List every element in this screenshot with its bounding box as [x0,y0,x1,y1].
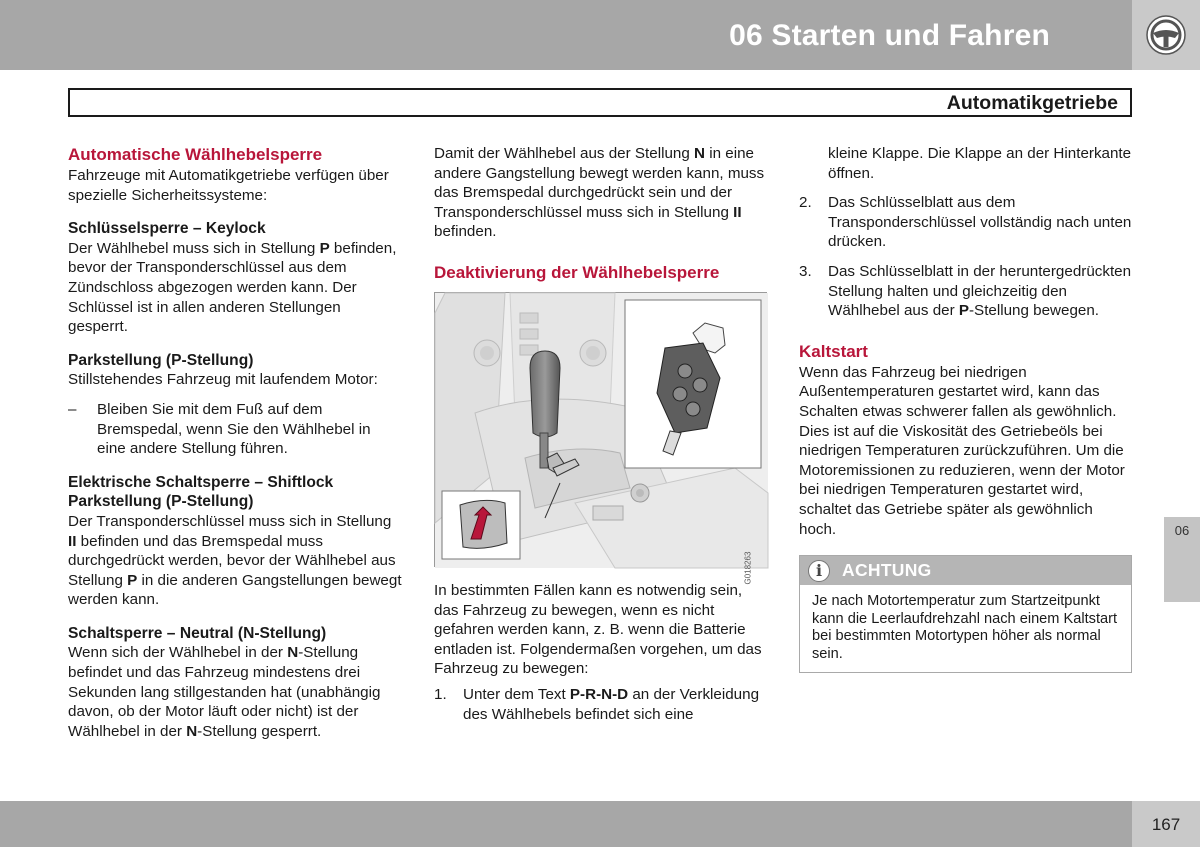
warning-text: Je nach Motortemperatur zum Startzeitpunkt kann die Leerlaufdrehzahl nach einem Kaltstart bei bestimmten Motortypen höher als normal sein. [812,593,1118,662]
neutral-release-text: Damit der Wählhebel aus der Stellung N in eine andere Gangstellung bewegt werden kann, muss das Bremspedal durchgedrückt sein und der Transponderschlüssel muss sich in Stellung II befinden. [434,145,765,241]
keylock-text: Der Wählhebel muss sich in Stellung P befinden, bevor der Transponderschlüssel aus dem Zündschloss abgezogen werden kann. Der Schlüssel ist in allen anderen Stellungen gesperrt. [68,239,397,336]
info-icon: i [808,560,830,582]
header-bar [0,0,1132,70]
shiftlock-text: Der Transponderschlüssel muss sich in Stellung II befinden und das Bremspedal muss durchgedrückt werden, bevor der Wählhebel aus Stellung P in die anderen Gangstellungen bewegt werden kann. [68,512,402,609]
column-1 [68,144,403,741]
page-number-box [1132,801,1200,847]
park-bullet: – Bleiben Sie mit dem Fuß auf dem Bremspedal, wenn Sie den Wählhebel in eine andere Stellung führen. [68,400,371,458]
emergency-release-text: In bestimmten Fällen kann es notwendig sein, das Fahrzeug zu bewegen, wenn es nicht gefahren werden kann, z. B. wenn die Batterie entladen ist. Folgendermaßen vorgehen, um das Fahrzeug zu bewegen: [434,581,762,678]
kaltstart-text: Wenn das Fahrzeug bei niedrigen Außentemperaturen gestartet wird, kann das Schalten etwas schwerer fallen als gewöhnlich. Dies ist auf die Viskosität des Getriebeöls bei niedrigen Temperaturen zurückzuführen. Um die Motoremissionen zu reduzieren, wenn der Motor bei niedrigen Temperaturen gestartet wird, schaltet das Getriebe später als gewöhnlich hoch. [799,363,1125,538]
park-text: Stillstehendes Fahrzeug mit laufendem Motor: [68,371,378,389]
step-2: 2. Das Schlüsselblatt aus dem Transponderschlüssel vollständig nach unten drücken. [799,194,1132,251]
heading-kaltstart: Kaltstart [799,341,868,361]
bullet-dash: – [68,400,77,418]
heading-automatische-waehlhebelsperre: Automatische Wählhebelsperre [68,145,323,164]
step-number: 2. [799,194,812,212]
warning-title: ACHTUNG [842,559,932,580]
gear-lever-illustration [434,292,767,585]
steering-wheel-icon [1145,14,1187,56]
step-number: 3. [799,262,812,280]
neutral-text: Wenn sich der Wählhebel in der N-Stellung befindet und das Fahrzeug mindestens drei Sekunden lang stillgestanden hat (unabhängig davon, ob der Motor läuft oder nicht) ist der Wählhebel in der N-Stellung gesperrt. [68,644,381,740]
heading-schaltsperre-neutral: Schaltsperre – Neutral (N-Stellung) [68,624,327,642]
step-3: 3. Das Schlüsselblatt in der heruntergedrückten Stellung halten und gleichzeitig den Wählhebel aus der P-Stellung bewegen. [799,262,1132,320]
heading-parkstellung: Parkstellung (P-Stellung) [68,351,254,369]
chapter-side-tab [1164,517,1200,602]
footer-bar [0,801,1132,847]
warning-box [799,555,1132,673]
page-number: 167 [1151,815,1181,834]
section-title: Automatikgetriebe [946,92,1118,114]
warning-header [800,556,1131,585]
column-3 [799,144,1132,673]
figure-code: G018263 [743,551,753,585]
step-number: 1. [434,685,447,703]
step-1: 1. Unter dem Text P-R-N-D an der Verkleidung des Wählhebels befindet sich eine [434,685,760,723]
intro-text: Fahrzeuge mit Automatikgetriebe verfügen über spezielle Sicherheitssysteme: [68,167,389,204]
column-2 [434,144,769,724]
chapter-icon-box [1132,0,1200,70]
heading-keylock: Schlüsselsperre – Keylock [68,220,266,238]
heading-deaktivierung: Deaktivierung der Wählhebelsperre [434,262,720,282]
heading-shiftlock: Elektrische Schaltsperre – Shiftlock [68,473,334,491]
subheading-shiftlock-park: Parkstellung (P-Stellung) [68,493,254,511]
step-1-continued: kleine Klappe. Die Klappe an der Hinterkante öffnen. [828,145,1132,182]
chapter-title: 06 Starten und Fahren [729,19,1050,52]
section-title-box [68,88,1132,117]
chapter-side-tab-label: 06 [1174,523,1190,538]
